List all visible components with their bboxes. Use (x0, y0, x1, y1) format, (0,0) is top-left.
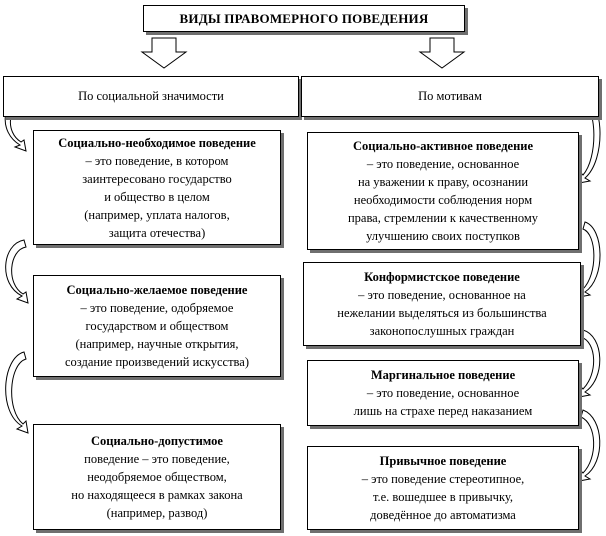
right-box-1-line: права, стремлении к качественному (347, 211, 539, 225)
right-box-3-line: Маргинальное поведение (370, 368, 516, 382)
right-box-2-line: Конформистское поведение (364, 270, 520, 284)
right-box-3 (307, 360, 579, 426)
left-box-3-line: но находящееся в рамках закона (71, 488, 243, 502)
left-box-2-line: государством и обществом (85, 319, 229, 333)
left-box-3-line: неодобряемое обществом, (87, 470, 227, 484)
diagram-title: ВИДЫ ПРАВОМЕРНОГО ПОВЕДЕНИЯ (179, 10, 429, 26)
right-box-3-line: – это поведение, основанное (366, 386, 520, 400)
right-box-2 (303, 262, 581, 346)
right-box-2-line: нежелании выделяться из большинства (337, 306, 547, 320)
right-box-4-text (362, 452, 525, 524)
right-box-1-line: Социально-активное поведение (352, 139, 534, 153)
right-header-label: По мотивам (418, 89, 482, 103)
left-box-2-line: (например, научные открытия, (75, 337, 239, 351)
right-box-2-text (337, 268, 546, 340)
right-box-1-line: необходимости соблюдения норм (353, 193, 533, 207)
left-box-1-line: (например, уплата налогов, (84, 207, 230, 222)
right-curve-connectors (579, 96, 600, 481)
left-header-label: По социальной значимости (78, 89, 224, 103)
right-box-2-line: законопослушных граждан (369, 324, 515, 338)
left-box-3-line: Социально-допустимое (91, 434, 223, 448)
diagram-title-box (143, 5, 465, 32)
right-box-4 (307, 446, 579, 530)
left-box-3-line: (например, развод) (106, 506, 208, 520)
left-box-1-line: Социально-необходимое поведение (58, 135, 256, 150)
left-box-1-line: и обществo в целом (104, 189, 210, 204)
left-box-1-text (58, 134, 256, 242)
right-header-bar (301, 76, 599, 117)
right-box-1-text (348, 137, 538, 245)
right-box-1-line: – это поведение, основанное (366, 157, 520, 171)
left-box-1 (33, 130, 281, 245)
left-box-2-line: Социально-желаемое поведение (66, 283, 248, 297)
left-box-1-line: – это поведение, в котором (85, 153, 229, 168)
right-box-1 (307, 132, 579, 250)
right-box-3-line: лишь на страхе перед наказанием (353, 404, 533, 418)
left-box-1-line: заинтересовано государство (82, 171, 232, 186)
right-box-1-line: улучшению своих поступков (366, 229, 520, 243)
left-box-3-text (71, 432, 242, 522)
left-box-2-line: создание произведений искусства) (65, 355, 249, 369)
left-header-bar (3, 76, 299, 117)
arrow-right-down-icon (420, 38, 464, 68)
left-box-1-line: защита отечества) (108, 225, 206, 240)
left-box-3 (33, 424, 281, 530)
left-box-3-line: поведение – это поведение, (84, 452, 230, 466)
left-box-2-line: – это поведение, одобряемое (80, 301, 234, 315)
right-box-2-line: – это поведение, основанное на (358, 288, 526, 302)
right-box-4-line: т.е. вошедшее в привычку, (372, 490, 513, 504)
right-box-4-line: доведённое до автоматизма (370, 508, 516, 522)
left-box-2 (33, 275, 281, 377)
right-box-1-line: на уважении к праву, осознании (357, 175, 529, 189)
arrow-left-down-icon (142, 38, 186, 68)
right-box-3-text (354, 366, 533, 420)
left-curve-connectors (5, 97, 28, 433)
left-box-2-text (65, 281, 249, 371)
right-box-4-line: – это поведение стереотипное, (361, 472, 525, 486)
right-box-4-line: Привычное поведение (379, 454, 507, 468)
